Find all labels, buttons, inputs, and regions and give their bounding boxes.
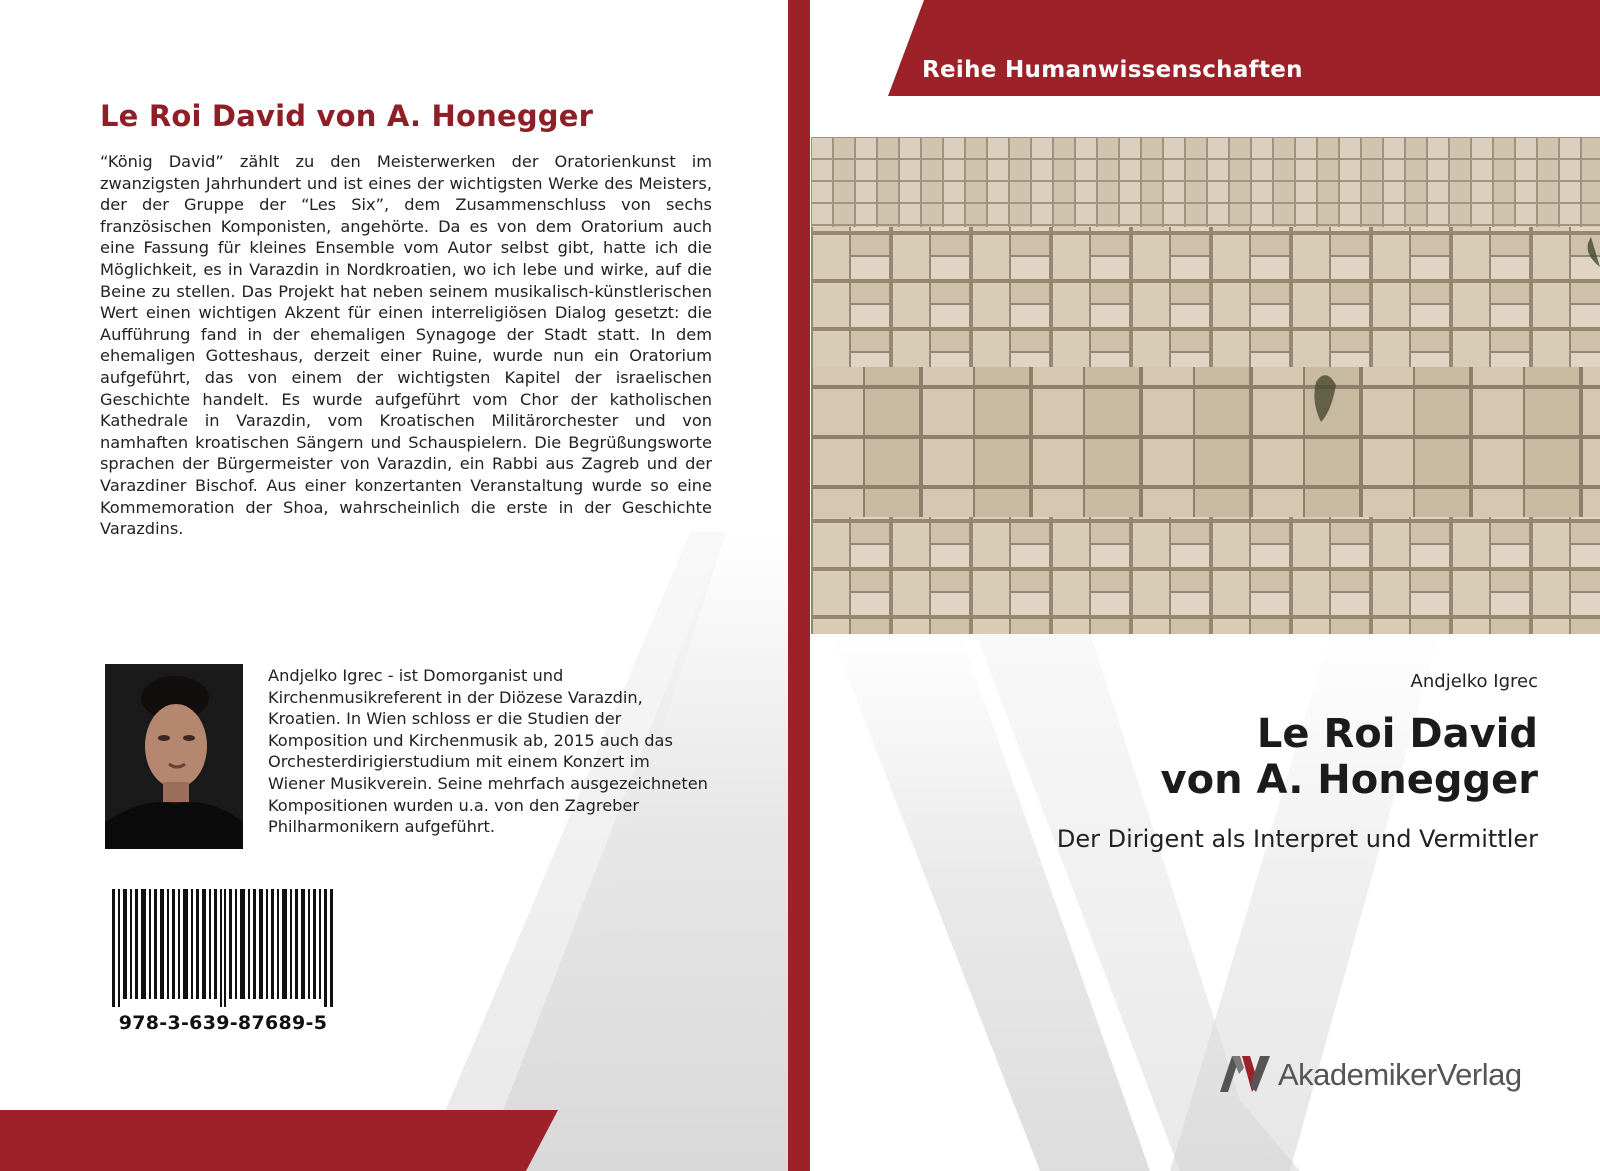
series-label: Reihe Humanwissenschaften [922,57,1303,83]
series-banner [0,0,1600,100]
av-logo-icon [1218,1056,1272,1092]
back-cover-blurb: “König David” zählt zu den Meisterwerken der Oratorienkunst im zwanzigsten Jahrhundert und ist eines der wichtigsten Werke des Meisters, der der Gruppe der “Les Six”, dem Zusammenschluss von sechs französischen Komponisten, angehörte. Da es von dem Oratorium auch eine Fassung für kleines Ensemble vom Autor selbst gibt, hatte ich die Möglichkeit, es in Varazdin in Nordkroatien, wo ich lebe und wirke, auf die Beine zu stellen. Das Projekt hat neben seinem musikalisch-künstlerischen Wert einen wichtigen Akzent für einen interreligiösen Dialog gesetzt: die Aufführung fand in der ehemaligen Synagoge der Stadt statt. In dem ehemaligen Gotteshaus, derzeit einer Ruine, wurde nun ein Oratorium aufgeführt, das von einem der wichtigsten Kapitel der israelischen Geschichte handelt. Es wurde aufgeführt vom Chor der katholischen Kathedrale in Varazdin, vom Kroatischen Militärorchester und von namhaften kroatischen Sängern und Schauspielern. Die Begrüßungsworte sprachen der Bürgermeister von Varazdin, ein Rabbi aus Zagreb und der Varazdiner Bischof. Aus einer konzertanten Veranstaltung wurde so eine Kommemoration der Shoa, wahrscheinlich die erste in der Geschichte Varazdins. [100,152,712,539]
cover-title [1161,711,1538,803]
cover-author: Andjelko Igrec [1410,671,1538,692]
cover-title-line-2: von A. Honegger [1160,757,1538,803]
author-bio: Andjelko Igrec - ist Domorganist und Kirchenmusikreferent in der Diözese Varazdin, Kroatien. In Wien schloss er die Studien der Komposition und Kirchenmusik ab, 2015 auch das Orchesterdirigierstudium mit einem Konzert im Wiener Musikverein. Seine mehrfach ausgezeichneten Kompositionen wurden u.a. von den Zagreber Philharmonikern aufgeführt. [268,666,708,837]
stone-wall-image [811,137,1600,634]
book-spine [788,0,810,1171]
isbn-number: 978-3-639-87689-5 [118,1012,328,1034]
bottom-red-stripe [0,0,790,1171]
publisher-logo [1218,1054,1528,1098]
publisher-name: AkademikerVerlag [1278,1057,1522,1092]
back-cover-title: Le Roi David von A. Honegger [100,99,594,133]
cover-subtitle: Der Dirigent als Interpret und Vermittler [1056,825,1538,853]
cover-title-line-1: Le Roi David [1256,711,1538,757]
